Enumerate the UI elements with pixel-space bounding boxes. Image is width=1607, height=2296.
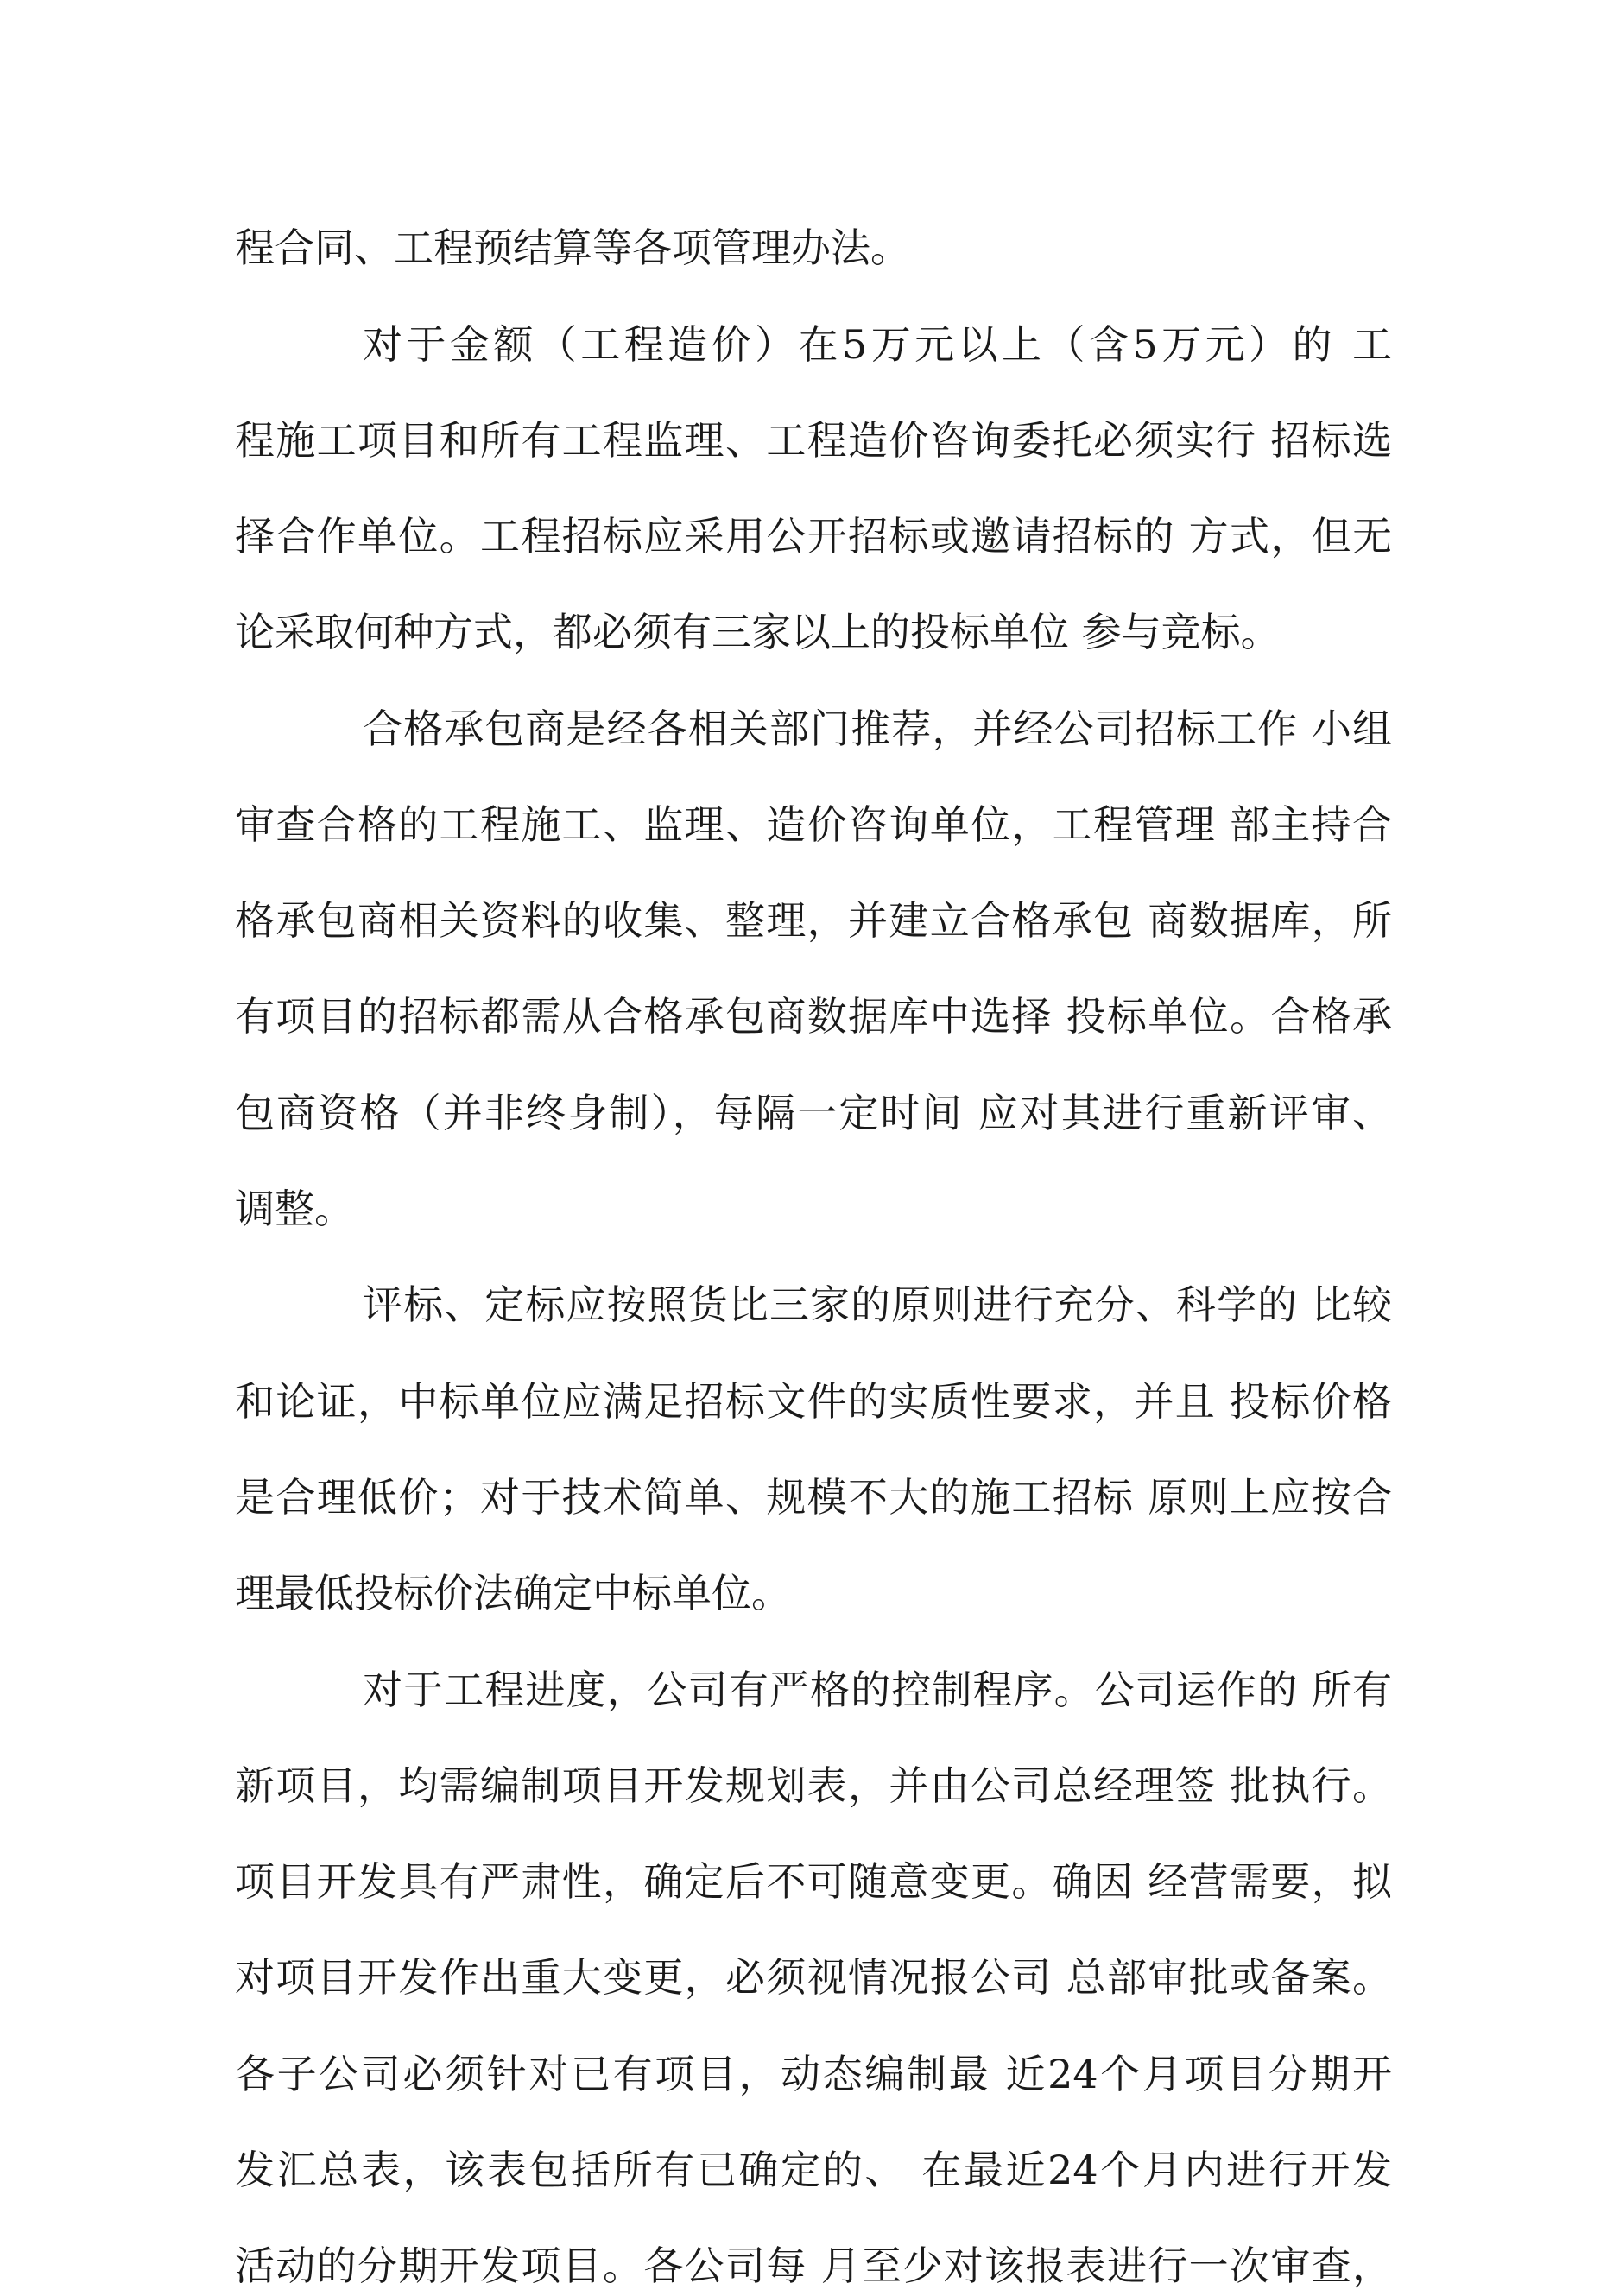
text-line: 对于金额（工程造价）在5万元以上（含5万元）的 工 [363,321,1392,368]
text-line: 和论证，中标单位应满足招标文件的实质性要求，并且 投标价格 [235,1378,1392,1425]
text-line: 对于工程进度，公司有严格的控制程序。公司运作的 所有 [363,1667,1392,1713]
text-line: 活动的分期开发项目。各公司每 月至少对该报表进行一次审查， [235,2242,1392,2289]
text-line: 新项目，均需编制项目开发规划表，并由公司总经理签 批执行。 [235,1762,1392,1809]
text-line: 包商资格（并非终身制），每隔一定时间 应对其进行重新评审、 [235,1090,1392,1136]
text-line: 是合理低价；对于技术简单、规模不大的施工招标 原则上应按合 [235,1474,1392,1521]
text-line: 发汇总表，该表包括所有已确定的、 在最近24个月内进行开发 [235,2147,1392,2193]
text-line: 审查合格的工程施工、监理、造价咨询单位，工程管理 部主持合 [235,801,1392,848]
text-line: 程合同、工程预结算等各项管理办法。 [235,225,910,271]
text-line: 对项目开发作出重大变更，必须视情况报公司 总部审批或备案。 [235,1954,1392,2001]
text-line: 各子公司必须针对已有项目，动态编制最 近24个月项目分期开 [235,2051,1392,2097]
text-line: 项目开发具有严肃性，确定后不可随意变更。确因 经营需要，拟 [235,1858,1392,1905]
text-line: 合格承包商是经各相关部门推荐，并经公司招标工作 小组 [363,705,1392,752]
text-line: 理最低投标价法确定中标单位。 [235,1570,791,1616]
text-line: 评标、定标应按照货比三家的原则进行充分、科学的 比较 [363,1281,1392,1328]
text-line: 论采取何种方式，都必须有三家以上的投标单位 参与竞标。 [235,609,1281,655]
text-line: 程施工项目和所有工程监理、工程造价咨询委托必须实行 招标选 [235,417,1392,464]
text-line: 有项目的招标都需从合格承包商数据库中选择 投标单位。合格承 [235,993,1392,1040]
text-line: 调整。 [235,1186,354,1232]
text-line: 格承包商相关资料的收集、整理，并建立合格承包 商数据库，所 [235,897,1392,944]
text-line: 择合作单位。工程招标应采用公开招标或邀请招标的 方式，但无 [235,513,1392,560]
